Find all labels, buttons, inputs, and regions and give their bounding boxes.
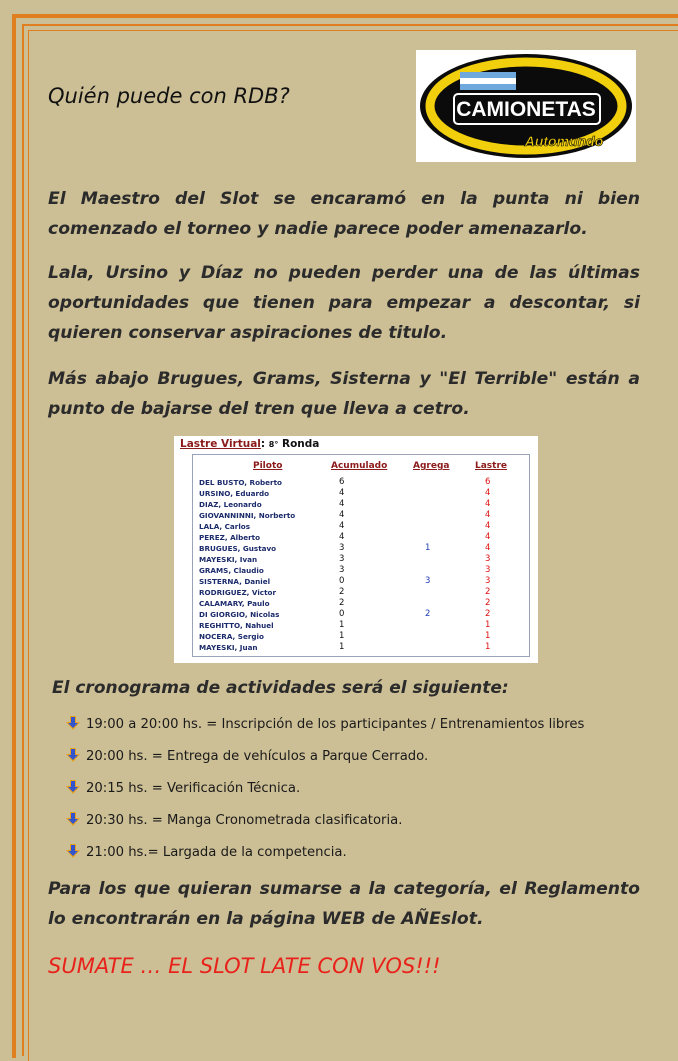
acumulado-cell: 4 — [339, 499, 345, 509]
paragraph-2: Lala, Ursino y Díaz no pueden perder una de las últimas oportunidades que tienen para empezar a descontar, si quieren conservar aspiraciones de titulo. — [48, 263, 640, 343]
article-title: Quién puede con RDB? — [48, 84, 290, 108]
lastre-cell: 6 — [485, 477, 491, 487]
table-row — [193, 620, 529, 631]
table-row — [193, 510, 529, 521]
table-title-link[interactable]: Lastre Virtual — [180, 438, 261, 450]
down-arrow-icon — [66, 748, 80, 762]
lastre-cell: 4 — [485, 532, 491, 542]
piloto-cell: MAYESKI, Juan — [199, 643, 258, 652]
lastre-cell: 2 — [485, 609, 491, 619]
schedule-item: 19:00 a 20:00 hs. = Inscripción de los participantes / Entrenamientos libres — [66, 716, 584, 738]
acumulado-cell: 4 — [339, 488, 345, 498]
acumulado-cell: 3 — [339, 565, 345, 575]
piloto-cell: DEL BUSTO, Roberto — [199, 478, 282, 487]
piloto-cell: NOCERA, Sergio — [199, 632, 264, 641]
lastre-cell: 1 — [485, 642, 491, 652]
acumulado-cell: 0 — [339, 576, 345, 586]
acumulado-cell: 2 — [339, 587, 345, 597]
header-agrega: Agrega — [413, 461, 450, 471]
table-row — [193, 532, 529, 543]
table-row — [193, 609, 529, 620]
lastre-cell: 4 — [485, 521, 491, 531]
schedule-item: 20:15 hs. = Verificación Técnica. — [66, 780, 300, 802]
table-row — [193, 499, 529, 510]
logo-main-text: CAMIONETAS — [456, 98, 596, 121]
schedule-item: 20:30 hs. = Manga Cronometrada clasificatoria. — [66, 812, 402, 834]
round-number: 8° — [268, 440, 279, 449]
piloto-cell: SISTERNA, Daniel — [199, 577, 271, 586]
piloto-cell: BRUGUES, Gustavo — [199, 544, 277, 553]
acumulado-cell: 1 — [339, 620, 345, 630]
slogan: SUMATE … EL SLOT LATE CON VOS!!! — [48, 954, 441, 978]
logo-sub-text: Automundo — [524, 133, 604, 149]
paragraph-3: Más abajo Brugues, Grams, Sisterna y "El Terrible" están a punto de bajarse del tren que lleva a cetro. — [48, 369, 640, 419]
piloto-cell: CALAMARY, Paulo — [199, 599, 270, 608]
acumulado-cell: 4 — [339, 510, 345, 520]
acumulado-cell: 1 — [339, 642, 345, 652]
acumulado-cell: 3 — [339, 554, 345, 564]
table-row — [193, 576, 529, 587]
agrega-cell: 3 — [425, 576, 431, 586]
table-row — [193, 631, 529, 642]
acumulado-cell: 1 — [339, 631, 345, 641]
down-arrow-icon — [66, 844, 80, 858]
table-row — [193, 477, 529, 488]
lastre-cell: 4 — [485, 488, 491, 498]
acumulado-cell: 6 — [339, 477, 345, 487]
table-row — [193, 554, 529, 565]
round-label: Ronda — [282, 438, 320, 450]
lastre-cell: 3 — [485, 554, 491, 564]
lastre-cell: 2 — [485, 598, 491, 608]
schedule-heading: El cronograma de actividades será el siguiente: — [52, 678, 509, 698]
paragraph-1: El Maestro del Slot se encaramó en la punta ni bien comenzado el torneo y nadie parece poder amenazarlo. — [48, 189, 640, 239]
schedule-item: 21:00 hs.= Largada de la competencia. — [66, 844, 347, 866]
acumulado-cell: 4 — [339, 532, 345, 542]
table-title: Lastre Virtual: 8° Ronda — [180, 438, 320, 450]
lastre-cell: 3 — [485, 565, 491, 575]
table-row — [193, 565, 529, 576]
table-body — [192, 454, 530, 657]
piloto-cell: REGHITTO, Nahuel — [199, 621, 274, 630]
table-row — [193, 521, 529, 532]
piloto-cell: RODRIGUEZ, Victor — [199, 588, 276, 597]
agrega-cell: 1 — [425, 543, 431, 553]
lastre-cell: 4 — [485, 543, 491, 553]
piloto-cell: GRAMS, Claudio — [199, 566, 264, 575]
lastre-virtual-table — [174, 436, 538, 663]
camionetas-logo — [416, 50, 636, 162]
piloto-cell: PEREZ, Alberto — [199, 533, 261, 542]
piloto-cell: GIOVANNINNI, Norberto — [199, 511, 296, 520]
lastre-cell: 4 — [485, 510, 491, 520]
header-piloto: Piloto — [253, 461, 283, 471]
table-row — [193, 587, 529, 598]
table-row — [193, 488, 529, 499]
acumulado-cell: 4 — [339, 521, 345, 531]
table-row — [193, 543, 529, 554]
down-arrow-icon — [66, 780, 80, 794]
acumulado-cell: 2 — [339, 598, 345, 608]
lastre-cell: 1 — [485, 620, 491, 630]
agrega-cell: 2 — [425, 609, 431, 619]
closing-paragraph: Para los que quieran sumarse a la categoría, el Reglamento lo encontrarán en la página WEB de AÑEslot. — [48, 879, 640, 929]
piloto-cell: DI GIORGIO, Nicolas — [199, 610, 280, 619]
piloto-cell: LALA, Carlos — [199, 522, 251, 531]
header-lastre: Lastre — [475, 461, 508, 471]
table-row — [193, 598, 529, 609]
piloto-cell: DIAZ, Leonardo — [199, 500, 262, 509]
lastre-cell: 1 — [485, 631, 491, 641]
lastre-cell: 2 — [485, 587, 491, 597]
piloto-cell: MAYESKI, Ivan — [199, 555, 258, 564]
down-arrow-icon — [66, 716, 80, 730]
acumulado-cell: 0 — [339, 609, 345, 619]
lastre-cell: 4 — [485, 499, 491, 509]
table-row — [193, 642, 529, 653]
piloto-cell: URSINO, Eduardo — [199, 489, 270, 498]
schedule-item: 20:00 hs. = Entrega de vehículos a Parque Cerrado. — [66, 748, 428, 770]
acumulado-cell: 3 — [339, 543, 345, 553]
down-arrow-icon — [66, 812, 80, 826]
lastre-cell: 3 — [485, 576, 491, 586]
header-acumulado: Acumulado — [331, 461, 388, 471]
